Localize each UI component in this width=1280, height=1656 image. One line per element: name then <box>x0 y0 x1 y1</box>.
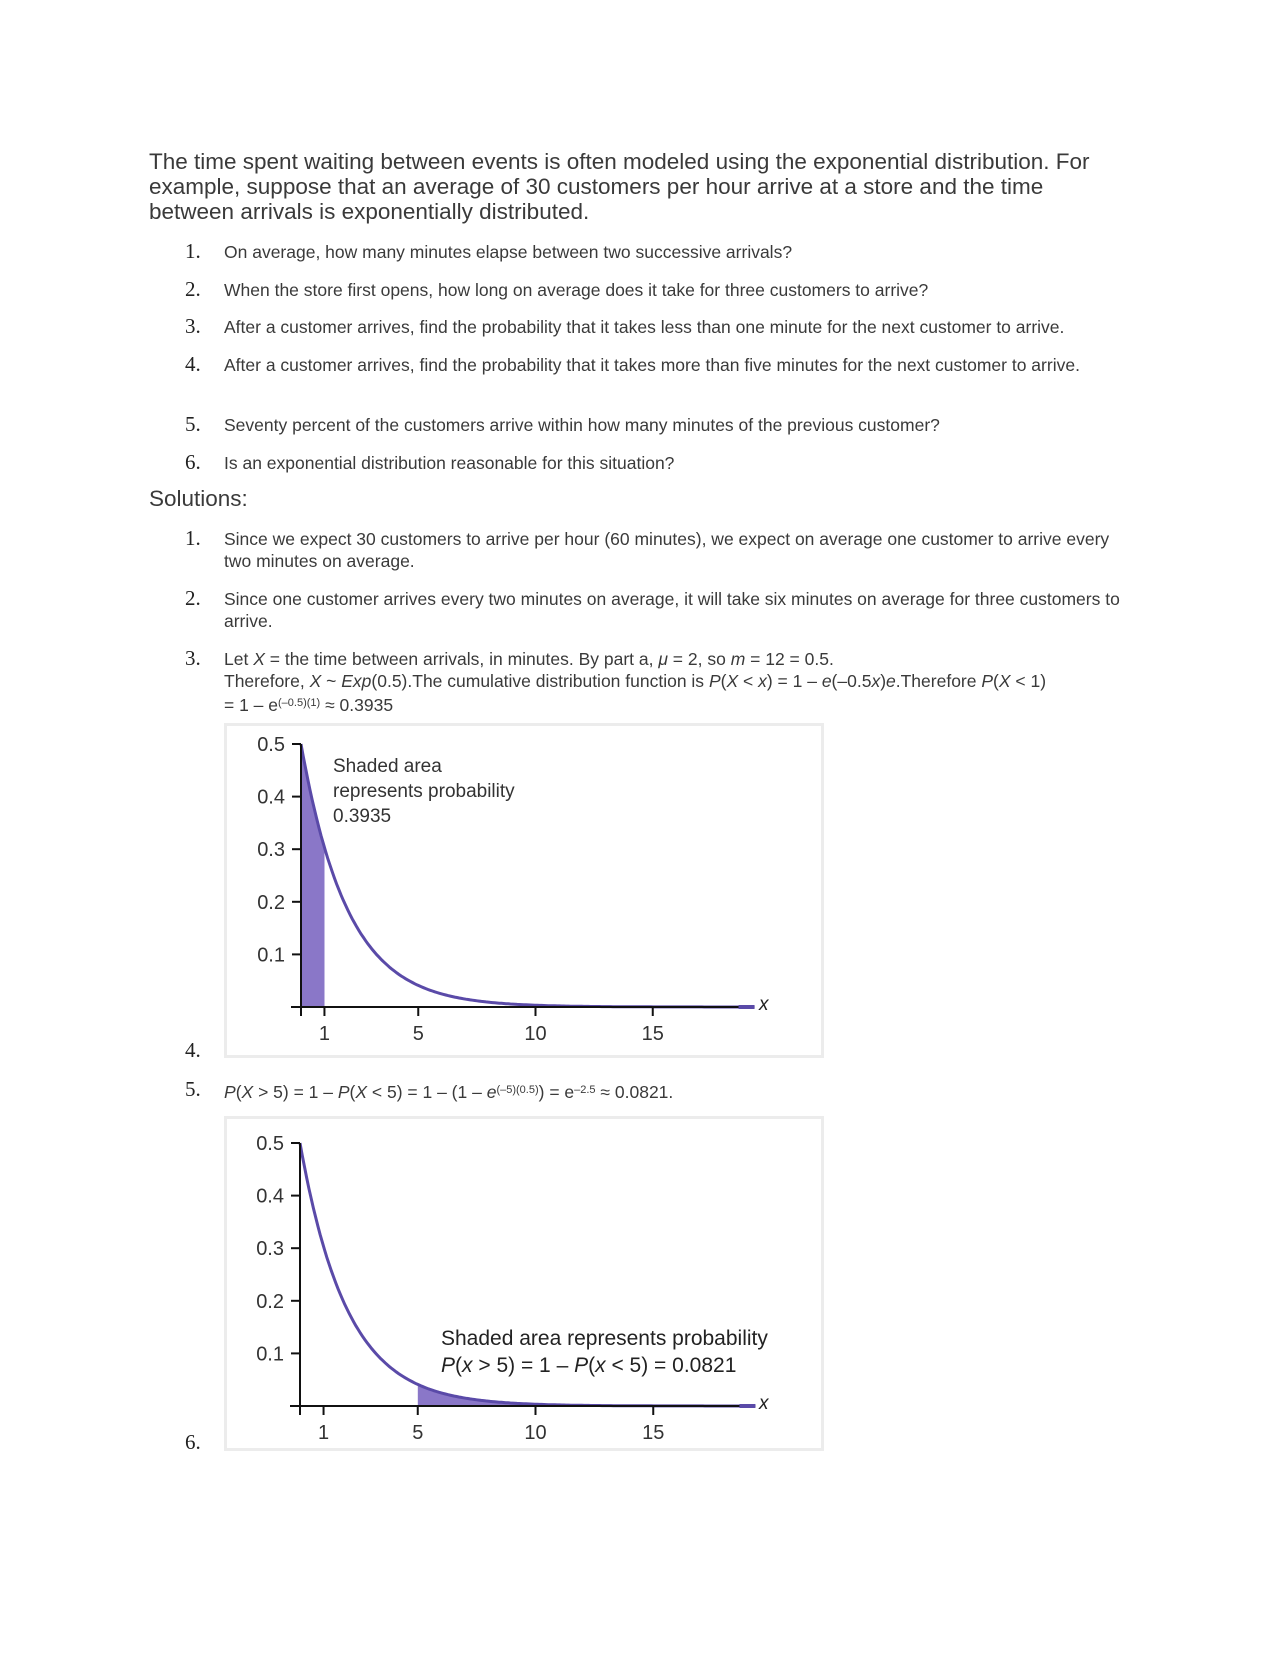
x-ticks <box>301 1007 664 1045</box>
question-text: After a customer arrives, find the probability that it takes less than one minute for the next customer to arrive. <box>224 317 1065 337</box>
x-ticks <box>300 1406 664 1444</box>
y-tick-label: 0.4 <box>256 1185 284 1208</box>
y-tick-label: 0.2 <box>256 1290 284 1313</box>
solutions-heading: Solutions: <box>149 486 248 511</box>
list-number: 3. <box>185 646 201 670</box>
y-tick-label: 0.5 <box>257 734 285 756</box>
y-tick-label: 0.1 <box>256 1343 284 1366</box>
x-tick-label: 15 <box>641 1023 664 1045</box>
y-ticks <box>257 734 301 966</box>
y-ticks <box>256 1133 300 1365</box>
x-axis-label: x <box>759 1393 769 1414</box>
list-number: 1. <box>185 239 201 263</box>
chart-2-frame <box>224 1116 824 1451</box>
x-tick-label: 1 <box>317 1422 330 1444</box>
question-text: Is an exponential distribution reasonable for this situation? <box>224 453 675 473</box>
y-tick-label: 0.4 <box>257 786 285 809</box>
x-axis-label: x <box>759 994 769 1015</box>
x-tick-label: 5 <box>412 1023 424 1045</box>
solution-text: Let X = the time between arrivals, in minutes. By part a, μ = 2, so m = 12 = 0.5. Therefore, X ~ Exp(0.5).The cumulative distribution function is P(X < x) = 1 – e(–0.5x)e.Therefore P(X < 1) = $1 - e^{(-0.5)(1)} \approx 0.3935$ <box>224 649 1047 715</box>
chart-1 <box>227 726 821 1055</box>
question-text: On average, how many minutes elapse between two successive arrivals? <box>224 242 793 262</box>
solution-text: Since we expect 30 customers to arrive per hour (60 minutes), we expect on average one customer to arrive every two minutes on average. <box>224 529 1110 571</box>
x-tick-label: 5 <box>412 1422 424 1444</box>
list-number: 2. <box>185 586 201 610</box>
chart-1-frame <box>224 723 824 1058</box>
shaded-area <box>418 1384 748 1406</box>
y-tick-label: 0.5 <box>256 1133 284 1155</box>
list-number: 3. <box>185 314 201 338</box>
question-text: After a customer arrives, find the probability that it takes more than five minutes for the next customer to arrive. <box>224 355 1080 375</box>
shaded-area <box>301 744 325 1007</box>
annotation-line-2: represents probability <box>333 781 515 802</box>
list-number: 6. <box>185 450 201 474</box>
solution-text: $P(X > 5) = 1 - P(X < 5) = 1 - (1 - e^{(-5)(0.5)}) = e^{-2.5} \approx 0.0821$. <box>224 1082 674 1102</box>
solution-text: Since one customer arrives every two minutes on average, it will take six minutes on average for three customers to arrive. <box>224 589 1120 631</box>
y-tick-label: 0.2 <box>257 891 285 914</box>
annotation-line-2: P(x > 5) = 1 – P(x < 5) = 0.0821 <box>441 1354 737 1377</box>
question-text: Seventy percent of the customers arrive within how many minutes of the previous customer? <box>224 415 940 435</box>
list-number: 4. <box>185 352 201 376</box>
list-number: 5. <box>185 1077 201 1101</box>
intro-paragraph: The time spent waiting between events is often modeled using the exponential distribution. For example, suppose that an average of 30 customers per hour arrive at a store and the time between arrivals is exponentially distributed. <box>149 149 1090 224</box>
chart-2 <box>227 1119 821 1448</box>
list-number: 6. <box>185 1430 201 1454</box>
list-number: 2. <box>185 277 201 301</box>
y-tick-label: 0.3 <box>256 1238 284 1261</box>
list-number: 5. <box>185 412 201 436</box>
shaded-region <box>418 1384 748 1406</box>
x-tick-label: 1 <box>318 1023 331 1045</box>
list-number: 4. <box>185 1038 201 1062</box>
annotation-line-1: Shaded area <box>333 756 442 777</box>
x-tick-label: 15 <box>642 1422 665 1444</box>
y-tick-label: 0.3 <box>257 839 285 862</box>
x-tick-label: 10 <box>524 1422 547 1444</box>
y-tick-label: 0.1 <box>257 944 285 967</box>
annotation-line-3: 0.3935 <box>333 806 392 827</box>
question-text: When the store first opens, how long on average does it take for three customers to arrive? <box>224 280 929 300</box>
x-tick-label: 10 <box>524 1023 547 1045</box>
annotation-line-1: Shaded area represents probability <box>441 1327 768 1350</box>
shaded-region <box>301 744 325 1007</box>
list-number: 1. <box>185 526 201 550</box>
